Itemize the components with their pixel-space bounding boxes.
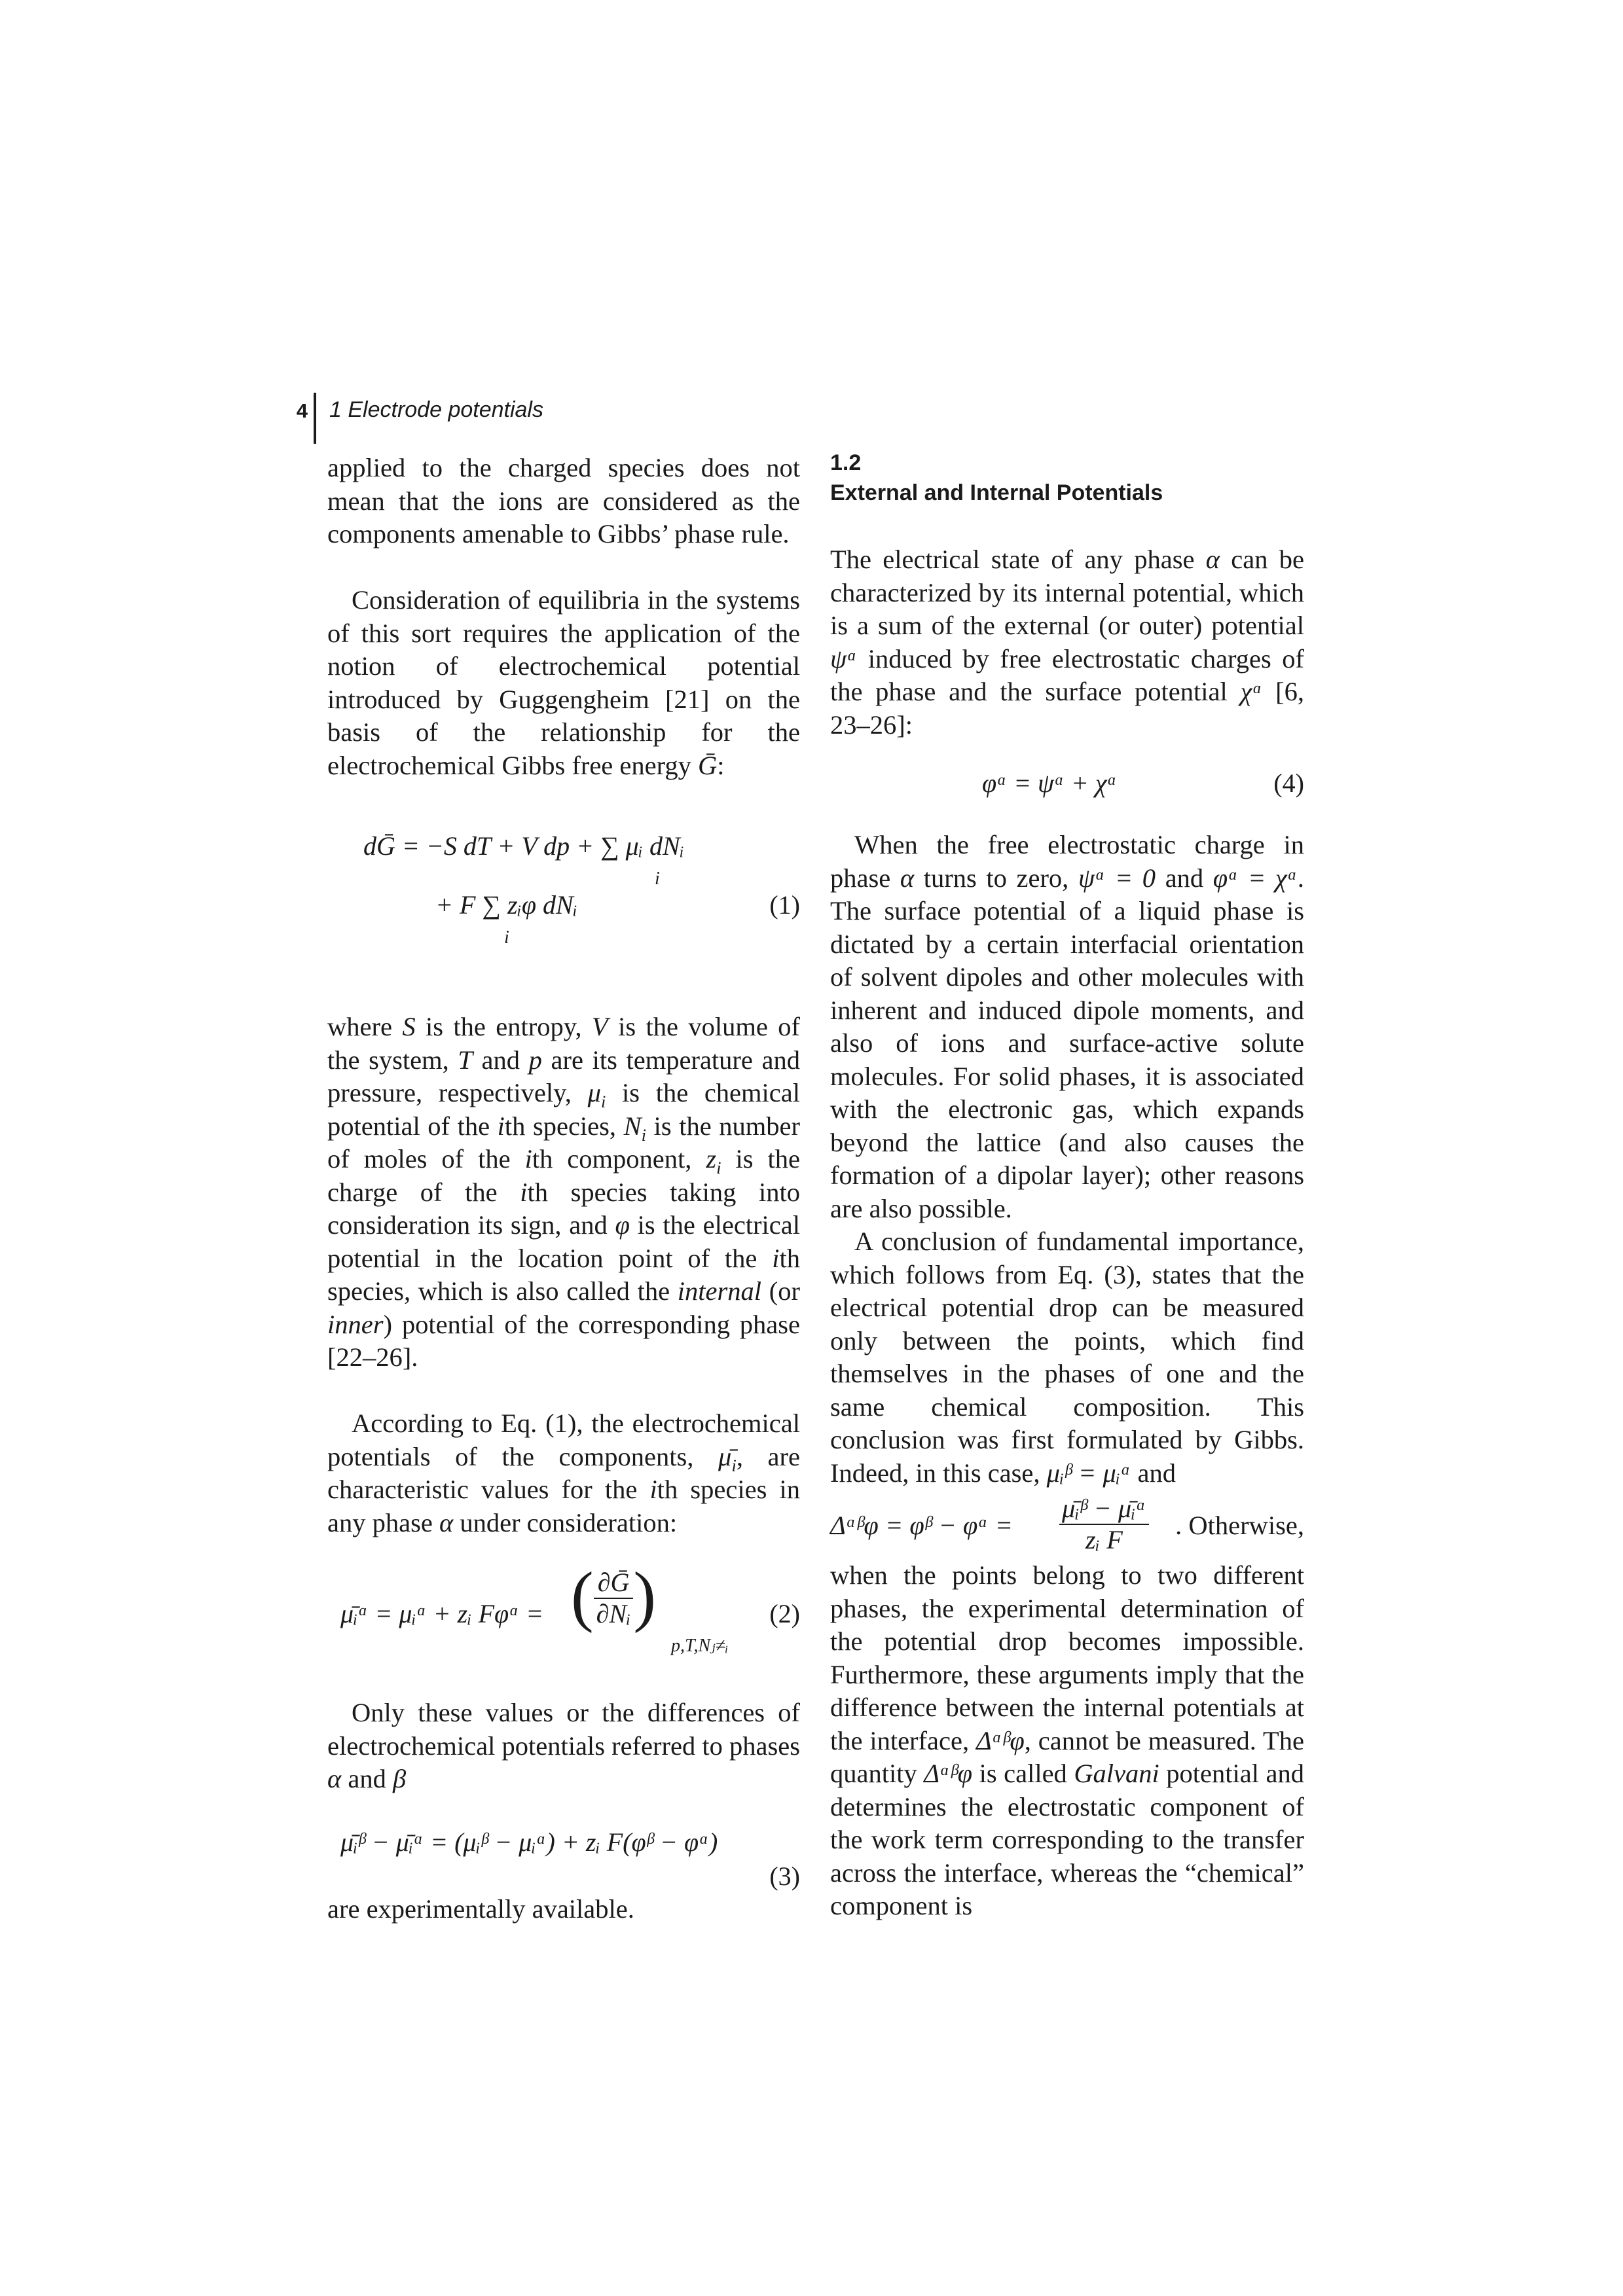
eq3-body: μ̄ᵢᵝ − μ̄ᵢᵅ = (μᵢᵝ − μᵢᵅ) + zᵢ F(φᵝ − φᵅ) [340,1827,718,1857]
paragraph [327,1696,800,1796]
paragraph [327,1407,800,1539]
header-rule [314,393,316,444]
paragraph-text: When the free electrostatic charge in phase α turns to zero, ψᵅ = 0 and φᵅ = χᵅ. The surface potential of a liquid phase is dictated by a certain interfacial orientation of solvent dipoles and other molecules with inherent and induced dipole moments, and also of ions and surface-active solute molecules. For solid phases, it is associated with the electronic gas, which expands beyond the lattice (and also causes the formation of a dipolar layer); other reasons are also possible. [830,830,1304,1223]
eq4-body: φᵅ = ψᵅ + χᵅ [982,768,1118,798]
eq1-line2: + F ∑ zᵢφ dNᵢ [435,890,577,920]
eq1-index: i [504,927,509,948]
eq2-fraction: $\frac{\partial Ḡ}{\text{∂Nᵢ}}$ [594,1568,634,1629]
paragraph [327,1011,800,1374]
paragraph-text: According to Eq. (1), the electrochemical potentials of the components, $\mū_i$, are characteristic values for the ith species in any phase α under consideration: [327,1408,800,1537]
equation-number: (1) [769,890,800,920]
paragraph [830,1559,1304,1923]
section-heading [830,448,1304,508]
paragraph-text: are experimentally available. [327,1894,634,1924]
page-number: 4 [296,399,308,422]
equation-3 [327,1826,800,1898]
paragraph-text: Only these values or the differences of electrochemical potentials referred to phases α and β [327,1698,800,1793]
paragraph [327,1893,800,1926]
delta-equation: Δᵅᵝφ = φᵝ − φᵅ = $\frac{\text{μ̄ᵢᵝ − μ̄ᵢᵅ}}{\text{zᵢ F}}$ . Otherwise, [830,1494,1304,1554]
equation-number: (4) [1273,768,1304,798]
paragraph-text: The electrical state of any phase α can be characterized by its internal potential, which is a sum of the external (or outer) potential ψᵅ induced by free electrostatic charges of the phase and the surface potential χᵅ [6, 23–26]: [830,545,1304,740]
eq2-lhs: μ̄ᵢᵅ = μᵢᵅ + zᵢ Fφᵅ = [340,1599,544,1628]
paragraph [830,543,1304,742]
paragraph-text: applied to the charged species does not mean that the ions are considered as the components amenable to Gibbs’ phase rule. [327,453,800,548]
paragraph [327,452,800,551]
equation-number: (2) [769,1599,800,1628]
equation-4 [830,767,1304,800]
eq2-subscript: p,T,Nⱼ≠ᵢ [671,1636,729,1656]
section-number: 1.2 [830,450,862,475]
eq1-index: i [655,869,660,889]
equation-2: μ̄ᵢᵅ = μᵢᵅ + zᵢ Fφᵅ = ( $\frac{\partial Ḡ}{\text{∂Nᵢ}}$ ) p,T,Nⱼ≠ᵢ (2) [340,1558,800,1656]
paragraph [830,1225,1304,1490]
equation-1 [327,830,800,948]
eq1-line1: dḠ = −S dT + V dp + ∑ μᵢ dNᵢ [363,831,685,861]
section-title: External and Internal Potentials [830,480,1163,505]
equation-number: (3) [769,1861,800,1891]
paragraph-text: when the points belong to two different phases, the experimental determination of the potential drop becomes impossible. Furthermore, these arguments imply that the difference between the internal potentials at the interface, Δᵅᵝφ, cannot be measured. The quantity Δᵅᵝφ is called Galvani potential and determines the electrostatic component of the work term corresponding to the transfer across the interface, whereas the “chemical” component is [830,1560,1305,1920]
running-title: 1 Electrode potentials [329,397,543,422]
paragraph-text: A conclusion of fundamental importance, which follows from Eq. (3), states that the electrical potential drop can be measured only between the points, which find themselves in the phases of one and the same chemical composition. This conclusion was first formulated by Gibbs. Indeed, in this case, μᵢᵝ = μᵢᵅ and [830,1227,1304,1488]
paragraph [830,829,1304,1225]
paragraph-text: Consideration of equilibria in the systems of this sort requires the application of the notion of electrochemical potential introduced by Guggengheim [21] on the basis of the relationship for the electrochemical Gibbs free energy Ḡ: [327,585,800,780]
paragraph [327,584,800,782]
paragraph-text: where S is the entropy, V is the volume of the system, T and p are its temperature and pressure, respectively, $\mu_i$ is the chemical potential of the ith species, $N_i$ is the number of moles of the ith component, $z_i$ is the charge of the ith species taking into consideration its sign, and φ is the electrical potential in the location point of the ith species, which is also called the internal (or inner) potential of the corresponding phase [22–26]. [327,1012,800,1372]
delta-fraction: $\frac{\text{μ̄ᵢᵝ − μ̄ᵢᵅ}}{\text{zᵢ F}}$ [1059,1494,1149,1555]
